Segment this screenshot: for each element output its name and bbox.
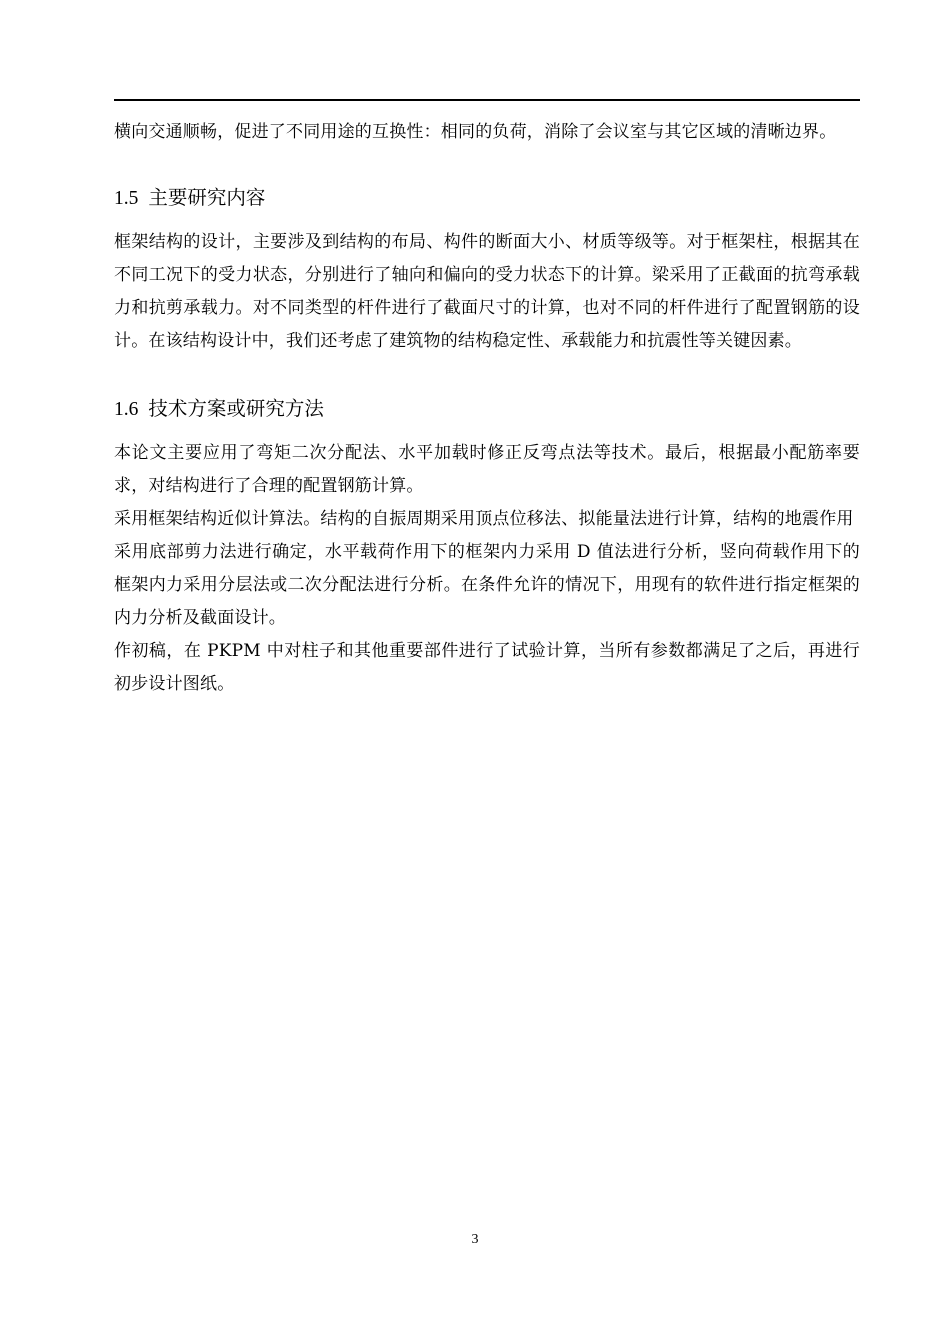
section-1-6-paragraph-2: 采用框架结构近似计算法。结构的自振周期采用顶点位移法、拟能量法进行计算，结构的地震作用: [114, 509, 854, 529]
header-rule: [114, 99, 860, 101]
section-1-5-heading: [114, 183, 860, 214]
intro-paragraph: 横向交通顺畅，促进了不同用途的互换性：相同的负荷，消除了会议室与其它区域的清晰边界。: [114, 122, 837, 142]
section-1-6-paragraph-3: 采用底部剪力法进行确定，水平载荷作用下的框架内力采用 D 值法进行分析，竖向荷载作用下的框架内力采用分层法或二次分配法进行分析。在条件允许的情况下，用现有的软件进行指定框架的内力分析及截面设计。: [114, 542, 860, 628]
section-1-6-heading: [114, 394, 860, 425]
section-1-5-number: 1.5: [114, 188, 139, 209]
section-1-6-title: 技术方案或研究方法: [148, 397, 324, 420]
page-number: 3: [471, 1232, 479, 1247]
section-1-6-number: 1.6: [114, 399, 139, 420]
section-1-5-paragraph: 框架结构的设计，主要涉及到结构的布局、构件的断面大小、材质等级等。对于框架柱，根据其在不同工况下的受力状态，分别进行了轴向和偏向的受力状态下的计算。梁采用了正截面的抗弯承载力和抗剪承载力。对不同类型的杆件进行了截面尺寸的计算，也对不同的杆件进行了配置钢筋的设计。在该结构设计中，我们还考虑了建筑物的结构稳定性、承载能力和抗震性等关键因素。: [114, 232, 860, 351]
section-1-6-paragraph-1: 本论文主要应用了弯矩二次分配法、水平加载时修正反弯点法等技术。最后，根据最小配筋率要求，对结构进行了合理的配置钢筋计算。: [114, 443, 860, 496]
section-1-5-title: 主要研究内容: [148, 186, 266, 209]
page-content: [114, 116, 860, 701]
section-1-6-paragraph-4: 作初稿，在 PKPM 中对柱子和其他重要部件进行了试验计算，当所有参数都满足了之后，再进行初步设计图纸。: [114, 641, 860, 694]
